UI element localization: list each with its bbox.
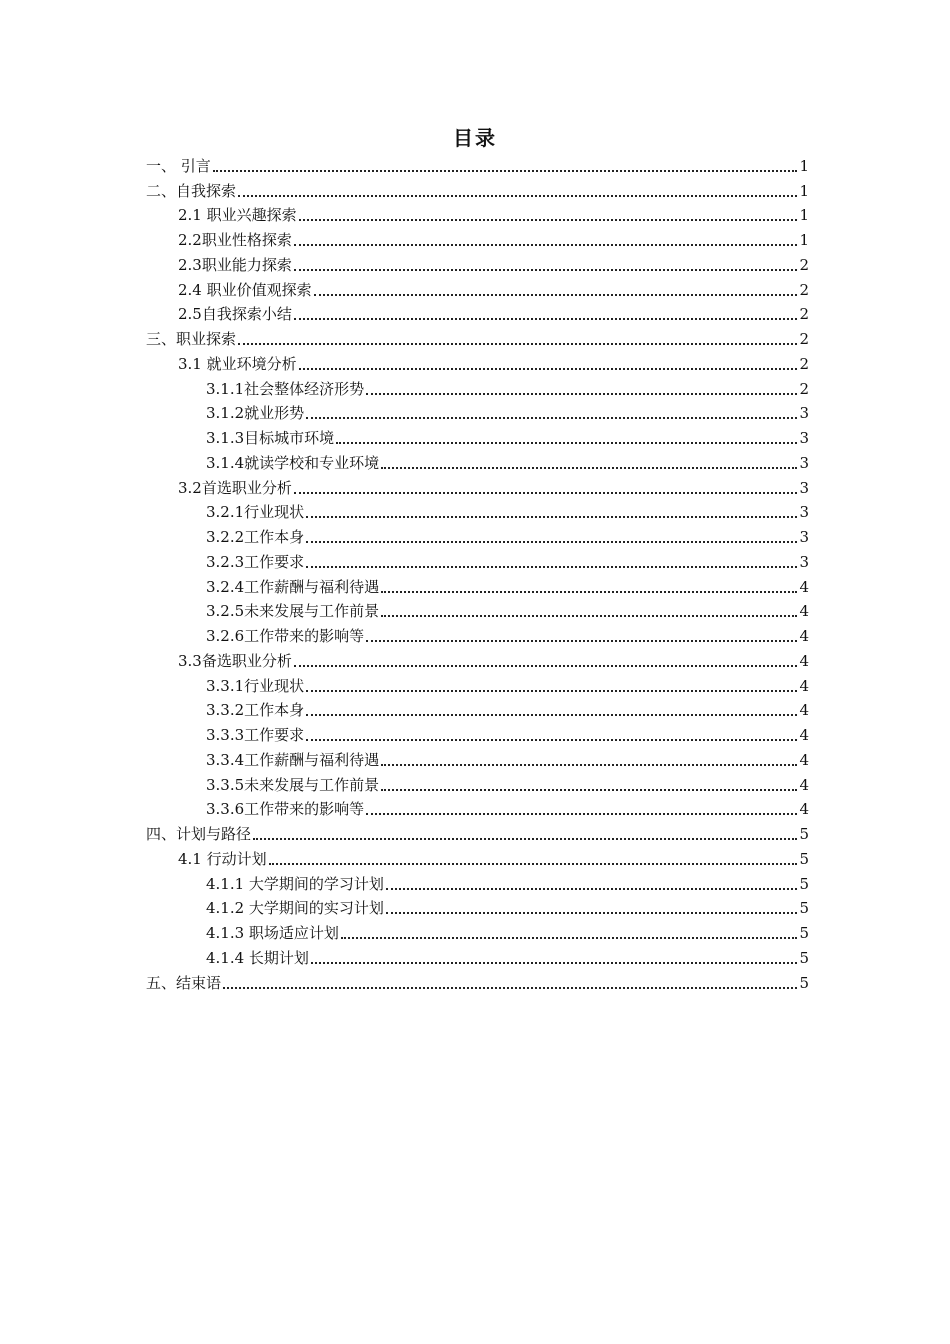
toc-entry-page-number: 3 <box>799 453 809 472</box>
toc-entry-label: 3.3.2工作本身 <box>206 701 305 720</box>
toc-entry-page-number: 4 <box>799 726 809 744</box>
toc-entry[interactable] <box>146 770 809 795</box>
toc-entry[interactable] <box>146 250 809 275</box>
toc-entry-page-number: 1 <box>799 156 809 175</box>
dot-leader <box>299 367 798 370</box>
toc-entry-label: 3.2.2工作本身 <box>206 528 305 546</box>
dot-leader <box>299 218 798 221</box>
toc-entry-label: 二、自我探索 <box>146 181 237 200</box>
toc-entry-page-number: 3 <box>799 503 809 522</box>
toc-entry-page-number: 4 <box>799 775 809 794</box>
dot-leader <box>386 887 798 890</box>
toc-entry[interactable] <box>146 918 809 943</box>
toc-entry-page-number: 2 <box>799 354 809 373</box>
toc-entry[interactable] <box>146 572 809 597</box>
toc-entry-page-number: 1 <box>799 206 809 225</box>
toc-entry[interactable] <box>146 498 809 523</box>
toc-entry[interactable] <box>146 720 809 745</box>
toc-entry-page-number: 5 <box>799 924 809 942</box>
dot-leader <box>306 515 797 518</box>
toc-entry-page-number: 2 <box>799 255 809 274</box>
dot-leader <box>311 961 798 964</box>
dot-leader <box>306 713 797 716</box>
toc-entry-label: 4.1.3 职场适应计划 <box>206 924 339 942</box>
toc-title: 目录 <box>453 126 497 150</box>
dot-leader <box>381 788 797 791</box>
toc-entry-page-number: 5 <box>799 899 809 918</box>
dot-leader <box>381 763 797 766</box>
toc-entry-label: 3.2.6工作带来的影响等 <box>206 627 365 645</box>
dot-leader <box>306 416 797 419</box>
toc-entry[interactable] <box>146 300 809 325</box>
dot-leader <box>269 862 798 865</box>
dot-leader <box>386 911 798 914</box>
toc-entry[interactable] <box>146 696 809 721</box>
toc-entry[interactable] <box>146 448 809 473</box>
toc-entry[interactable] <box>146 324 809 349</box>
toc-entry-page-number: 4 <box>799 701 809 720</box>
toc-entry-page-number: 4 <box>799 602 809 621</box>
dot-leader <box>294 268 798 271</box>
toc-entry-page-number: 5 <box>799 973 809 992</box>
dot-leader <box>253 837 797 840</box>
dot-leader <box>306 689 797 692</box>
toc-entry-label: 2.2职业性格探索 <box>178 231 292 249</box>
toc-entry-page-number: 3 <box>799 528 809 546</box>
toc-entry-label: 3.3.4工作薪酬与福利待遇 <box>206 750 380 769</box>
toc-entry[interactable] <box>146 745 809 770</box>
toc-entry-label: 3.1.2就业形势 <box>206 404 305 423</box>
dot-leader <box>294 664 798 667</box>
toc-entry-label: 2.1 职业兴趣探索 <box>178 206 297 225</box>
toc-entry-page-number: 1 <box>799 181 809 200</box>
toc-entry[interactable] <box>146 225 809 250</box>
dot-leader <box>366 392 797 395</box>
toc-entry-label: 一、 引言 <box>146 156 211 175</box>
toc-entry-label: 四、计划与路径 <box>146 825 252 843</box>
toc-entry-label: 3.3备选职业分析 <box>178 651 292 670</box>
toc-entry-label: 2.3职业能力探索 <box>178 255 292 274</box>
dot-leader <box>306 540 797 543</box>
toc-entry[interactable] <box>146 201 809 226</box>
toc-entry-label: 4.1 行动计划 <box>178 849 267 868</box>
toc-entry-label: 3.3.3工作要求 <box>206 726 305 744</box>
toc-entry-page-number: 2 <box>799 280 809 299</box>
dot-leader <box>294 243 798 246</box>
toc-entry[interactable] <box>146 819 809 844</box>
toc-entry-label: 3.3.5未来发展与工作前景 <box>206 775 380 794</box>
toc-entry[interactable] <box>146 399 809 424</box>
toc-entry-page-number: 5 <box>799 874 809 893</box>
toc-entry[interactable] <box>146 374 809 399</box>
dot-leader <box>381 590 797 593</box>
toc-entry-page-number: 3 <box>799 404 809 423</box>
toc-entry-label: 3.3.6工作带来的影响等 <box>206 800 365 819</box>
toc-entry[interactable] <box>146 522 809 547</box>
dot-leader <box>366 812 797 815</box>
toc-entry[interactable] <box>146 646 809 671</box>
toc-entry[interactable] <box>146 671 809 696</box>
toc-entry-page-number: 3 <box>799 478 809 497</box>
dot-leader <box>314 293 798 296</box>
dot-leader <box>223 986 797 989</box>
toc-entry[interactable] <box>146 795 809 820</box>
toc-entry[interactable] <box>146 151 809 176</box>
toc-entry[interactable] <box>146 547 809 572</box>
toc-entry-page-number: 3 <box>799 552 809 571</box>
toc-entry[interactable] <box>146 423 809 448</box>
toc-entry-page-number: 4 <box>799 800 809 819</box>
dot-leader <box>213 169 798 172</box>
toc-entry-page-number: 5 <box>799 825 809 843</box>
dot-leader <box>306 738 797 741</box>
toc-entry-page-number: 4 <box>799 750 809 769</box>
toc-entry[interactable] <box>146 943 809 968</box>
toc-entry-label: 4.1.1 大学期间的学习计划 <box>206 874 384 893</box>
toc-entry-page-number: 1 <box>799 231 809 249</box>
toc-entry-page-number: 2 <box>799 305 809 324</box>
toc-entry-label: 4.1.2 大学期间的实习计划 <box>206 899 384 918</box>
toc-entry[interactable] <box>146 597 809 622</box>
dot-leader <box>294 317 798 320</box>
dot-leader <box>238 194 797 197</box>
toc-entry-label: 3.1 就业环境分析 <box>178 354 297 373</box>
toc-entry-label: 3.1.1社会整体经济形势 <box>206 379 365 398</box>
toc-entry[interactable] <box>146 621 809 646</box>
dot-leader <box>381 466 797 469</box>
toc-entry-page-number: 4 <box>799 577 809 596</box>
dot-leader <box>336 441 797 444</box>
toc-entry-label: 2.4 职业价值观探索 <box>178 280 312 299</box>
toc-entry[interactable] <box>146 275 809 300</box>
toc-entry-page-number: 4 <box>799 627 809 645</box>
toc-entry-label: 五、结束语 <box>146 973 222 992</box>
toc-entry-page-number: 5 <box>799 849 809 868</box>
toc-entry-label: 2.5自我探索小结 <box>178 305 292 324</box>
toc-entry[interactable] <box>146 968 809 993</box>
toc-entry-label: 3.1.3目标城市环境 <box>206 429 335 447</box>
toc-entry-label: 3.1.4就读学校和专业环境 <box>206 453 380 472</box>
toc-entry-page-number: 2 <box>799 330 809 348</box>
toc-entry-label: 3.3.1行业现状 <box>206 676 305 695</box>
table-of-contents <box>146 151 809 993</box>
toc-entry-label: 3.2.5未来发展与工作前景 <box>206 602 380 621</box>
toc-entry-label: 3.2.1行业现状 <box>206 503 305 522</box>
dot-leader <box>341 936 798 939</box>
toc-entry[interactable] <box>146 349 809 374</box>
toc-entry-page-number: 4 <box>799 676 809 695</box>
toc-entry[interactable] <box>146 894 809 919</box>
toc-entry[interactable] <box>146 844 809 869</box>
dot-leader <box>366 639 797 642</box>
toc-entry[interactable] <box>146 176 809 201</box>
toc-entry-page-number: 2 <box>799 379 809 398</box>
toc-entry-label: 3.2.3工作要求 <box>206 552 305 571</box>
toc-entry-label: 3.2首选职业分析 <box>178 478 292 497</box>
toc-entry-label: 三、职业探索 <box>146 330 237 348</box>
toc-entry[interactable] <box>146 473 809 498</box>
toc-entry-page-number: 5 <box>799 948 809 967</box>
dot-leader <box>238 342 797 345</box>
toc-entry-label: 4.1.4 长期计划 <box>206 948 309 967</box>
dot-leader <box>294 491 798 494</box>
toc-entry-label: 3.2.4工作薪酬与福利待遇 <box>206 577 380 596</box>
dot-leader <box>306 565 797 568</box>
toc-entry[interactable] <box>146 869 809 894</box>
toc-entry-page-number: 3 <box>799 429 809 447</box>
toc-entry-page-number: 4 <box>799 651 809 670</box>
dot-leader <box>381 614 797 617</box>
